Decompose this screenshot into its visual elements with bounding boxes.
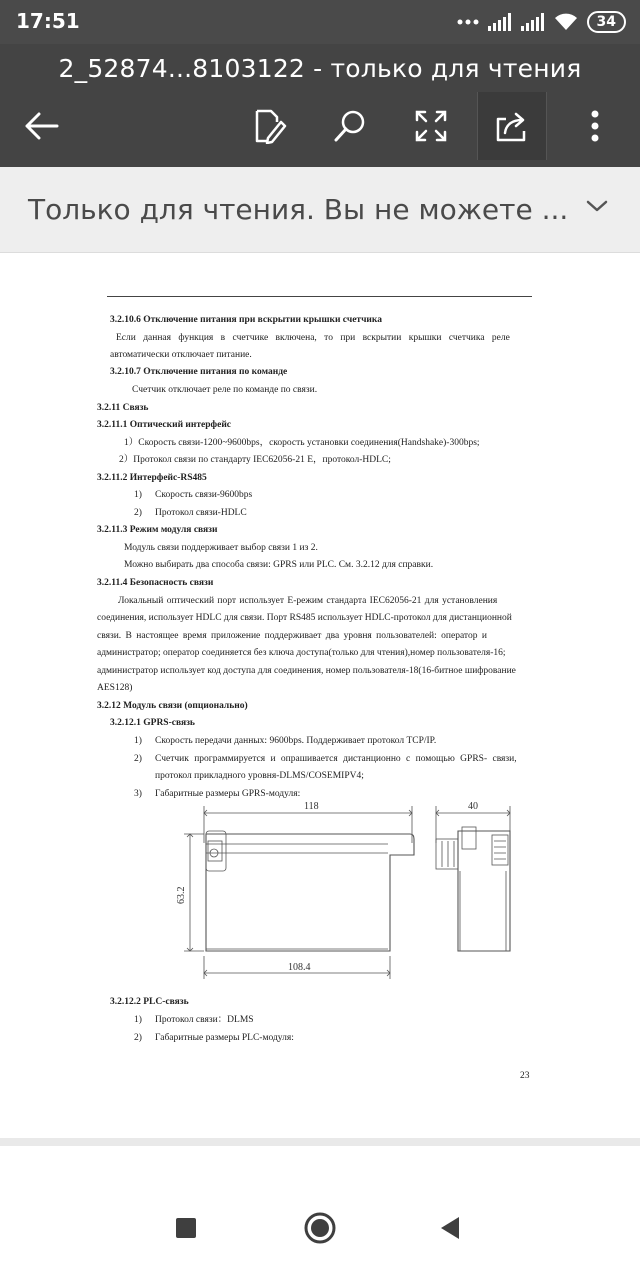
read-only-banner[interactable] [0, 167, 640, 253]
paragraph-line: автоматически отключает питание. [110, 350, 252, 360]
status-icons [457, 10, 626, 34]
chevron-down-icon[interactable] [586, 199, 608, 213]
list-item: Протокол связи：DLMS [155, 1015, 254, 1025]
paragraph-line: Можно выбирать два способа связи: GPRS или PLC. См. 3.2.12 для справки. [124, 560, 434, 570]
list-number: 2) [134, 508, 142, 518]
share-button[interactable] [477, 92, 547, 160]
paragraph-line: AES128) [97, 683, 133, 693]
search-icon [333, 109, 367, 143]
paragraph-line: Счетчик отключает реле по команде по связи. [132, 385, 318, 395]
section-heading: 3.2.11.3 Режим модуля связи [97, 525, 218, 535]
back-arrow-icon [23, 112, 59, 140]
back-triangle-icon [439, 1216, 461, 1240]
recents-square-icon [175, 1217, 197, 1239]
home-button[interactable] [302, 1210, 338, 1246]
paragraph-line: администратор; оператор соединяется без ключа доступа(только для чтения),номер пользователя-16; [97, 648, 506, 658]
list-item: 2）Протокол связи по стандарту IEC62056-21 E，протокол-HDLC; [119, 455, 391, 465]
signal-icon [521, 13, 545, 31]
system-nav-bar [0, 1146, 640, 1280]
paragraph-line: Локальный оптический порт использует E-режим стандарта IEC62056-21 для установления [118, 596, 498, 606]
signal-icon [488, 13, 512, 31]
list-item: протокол прикладного уровня-DLMS/COSEMIPV4; [155, 771, 364, 781]
list-item: Габаритные размеры GPRS-модуля: [155, 789, 301, 799]
paragraph-line: связи. В настоящее время приложение поддерживает два уровня пользователей: оператор и [97, 631, 487, 641]
header-rule [107, 296, 532, 297]
section-heading: 3.2.12.1 GPRS-связь [110, 718, 195, 728]
list-item: Счетчик программируется и опрашивается дистанционно с помощью GPRS- связи, [155, 754, 517, 764]
back-button[interactable] [6, 92, 76, 160]
list-number: 1) [134, 1015, 142, 1025]
page-number: 23 [520, 1071, 530, 1081]
dimension-label: 63.2 [176, 886, 187, 904]
status-time: 17:51 [16, 9, 80, 33]
list-number: 2) [134, 754, 142, 764]
paragraph-line: администратор использует код доступа для соединения, номер пользователя-18(16-битное шифрование [97, 666, 516, 676]
dots-icon [457, 19, 479, 25]
document-page[interactable] [0, 253, 640, 1138]
edit-document-icon [253, 108, 287, 144]
dimension-label: 118 [304, 801, 319, 812]
recents-button[interactable] [168, 1210, 204, 1246]
list-number: 2) [134, 1033, 142, 1043]
list-item: Габаритные размеры PLC-модуля: [155, 1033, 294, 1043]
more-vert-icon [590, 109, 600, 143]
list-item: Скорость передачи данных: 9600bps. Поддерживает протокол TCP/IP. [155, 736, 437, 746]
section-heading: 3.2.11.4 Безопасность связи [97, 578, 214, 588]
fullscreen-button[interactable] [396, 92, 466, 160]
paragraph-line: Модуль связи поддерживает выбор связи 1 из 2. [124, 543, 318, 553]
paragraph-line: Если данная функция в счетчике включена, то при вскрытии крышки счетчика реле [116, 333, 510, 343]
back-nav-button[interactable] [432, 1210, 468, 1246]
battery-icon: 34 [587, 11, 626, 33]
list-item: Скорость связи-9600bps [155, 490, 253, 500]
list-item: Протокол связи-HDLC [155, 508, 247, 518]
more-options-button[interactable] [560, 92, 630, 160]
dimension-label: 40 [468, 801, 478, 812]
section-heading: 3.2.12 Модуль связи (опционально) [97, 701, 248, 711]
fullscreen-icon [414, 109, 448, 143]
banner-text: Только для чтения. Вы не можете ... [28, 193, 569, 226]
section-heading: 3.2.11.1 Оптический интерфейс [97, 420, 232, 430]
page-separator [0, 1138, 640, 1146]
edit-button[interactable] [235, 92, 305, 160]
app-bar [0, 44, 640, 167]
section-heading: 3.2.12.2 PLC-связь [110, 997, 189, 1007]
wifi-icon [554, 13, 578, 31]
section-heading: 3.2.11.2 Интерфейс-RS485 [97, 473, 207, 483]
section-heading: 3.2.10.7 Отключение питания по команде [110, 367, 288, 377]
share-icon [494, 109, 530, 143]
gprs-module-drawing [170, 801, 530, 986]
search-button[interactable] [315, 92, 385, 160]
home-circle-icon [303, 1211, 337, 1245]
section-heading: 3.2.11 Связь [97, 403, 149, 413]
list-number: 1) [134, 736, 142, 746]
list-number: 3) [134, 789, 142, 799]
list-number: 1) [134, 490, 142, 500]
list-item: 1）Скорость связи-1200~9600bps，скорость установки соединения(Handshake)-300bps; [124, 438, 480, 448]
dimension-label: 108.4 [288, 962, 311, 973]
document-title: 2_52874...8103122 - только для чтения [58, 54, 582, 83]
status-bar [0, 0, 640, 44]
section-heading: 3.2.10.6 Отключение питания при вскрытии крышки счетчика [110, 315, 382, 325]
paragraph-line: соединения, использует HDLC для связи. Порт RS485 использует HDLC-протокол для дистанционной [97, 613, 512, 623]
